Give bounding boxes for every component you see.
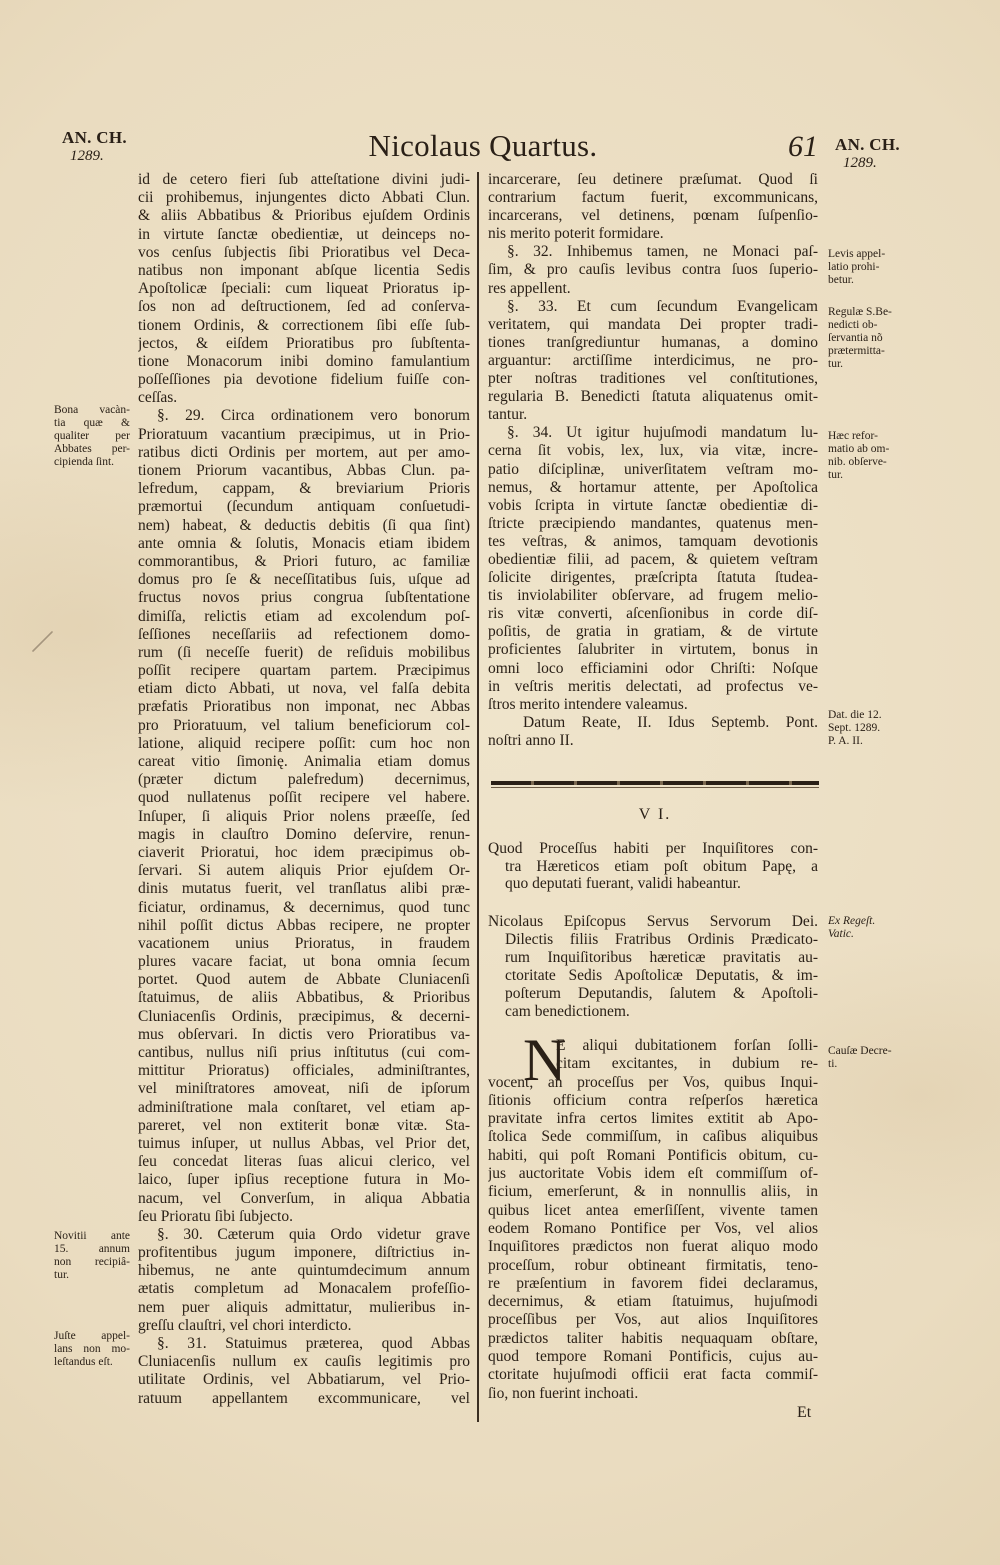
drop-cap: N (523, 1027, 567, 1093)
text-line: id de cetero fieri ſub atteſtatione divini judi- (138, 171, 470, 188)
text-line: tia quæ & (54, 417, 130, 429)
text-line: rum Inquiſitoribus hæreticæ pravitatis au- (505, 949, 818, 966)
text-line: ciaverit Prioratui, hoc idem præcipimus ob- (138, 843, 470, 861)
text-line: plures vacare faciat, ut bona omnia ſecum (138, 953, 470, 971)
section-30 (138, 1226, 470, 1335)
text-line: leſtandus eſt. (54, 1356, 113, 1368)
pencil-mark (30, 628, 56, 654)
text-line: tra Hæreticos etiam poſt obitum Papę, a (505, 857, 818, 875)
text-line: cerna ſit vobis, lex, lux, via vitæ, incre- (488, 442, 818, 460)
text-line: vel miniſtratores amoveat, niſi de ipſorum (138, 1080, 470, 1098)
section-34 (488, 424, 818, 714)
margin-note-right (828, 709, 906, 748)
text-line: præmortui (ſecundum antiquam conſuetudi- (138, 498, 470, 516)
text-line: etiam dicto Abbati, ut nova, vel falſa debita (138, 680, 470, 698)
text-line: Ex Regeſt. (828, 915, 876, 927)
text-line: Hæc refor- (828, 430, 878, 442)
text-line: proficientes ſalubriter in virtutem, bonus in (488, 641, 818, 659)
text-line: profitentibus jugum imponere, diſtrictius in- (138, 1244, 470, 1262)
document-salutation (488, 913, 818, 1021)
text-line: ſim, & pro cauſis levibus contra ſuos ſuperio- (488, 261, 818, 279)
text-line: tantur. (488, 406, 528, 424)
text-line: obedientiæ filii, ad pacem, & quietem veſtram (488, 550, 818, 568)
text-line: E aliqui dubitationem forſan ſolli- (556, 1037, 818, 1054)
text-line: dinis mutatus fuerit, vel tranſlatus alibi præ- (138, 880, 470, 898)
text-line: lans non mo- (54, 1343, 130, 1355)
dating-line (488, 714, 818, 750)
text-line: Levis appel- (828, 248, 886, 260)
document-body-text (488, 1074, 818, 1403)
text-line: quo deputati fuerant, validi habeantur. (505, 875, 741, 892)
text-line: rum (ſi neceſſe fuerit) de reſiduis mobilibus (138, 643, 470, 661)
section-32 (488, 243, 818, 297)
text-line: nacum, vel Converſum, in aliqua Abbatia (138, 1189, 470, 1207)
text-line: 15. annum (54, 1243, 130, 1255)
text-line: prædictos taliter habitis nequaquam obſtare, (488, 1329, 818, 1347)
text-line: ſtricte præcipiendo mandantes, quatenus men- (488, 514, 818, 532)
text-line: Datum Reate, II. Idus Septemb. Pont. (523, 713, 818, 731)
text-line: tur. (54, 1269, 70, 1281)
text-line: greſſu clauſtri, vel chori interdicto. (138, 1316, 352, 1334)
left-column (138, 171, 470, 1408)
text-line: Nicolaus Epiſcopus Servus Servorum Dei. (488, 913, 818, 930)
text-line: utilitate Ordinis, vel Abbatiarum, vel Prio- (138, 1371, 470, 1389)
margin-note-right (828, 915, 906, 941)
text-line: citam excitantes, in dubium re- (556, 1055, 818, 1073)
text-line: quod nullatenus poſſit recipere vel habere. (138, 789, 470, 807)
text-line: poſſit recipere quartam partem. Præcipimus (138, 662, 470, 680)
text-line: veritatem, qui mandata Dei propter tradi- (488, 315, 818, 333)
text-line: latione, aliquid recipere poſſit: cum hoc non (138, 734, 470, 752)
text-line: Cluniacenſis Ordinis, præcipimus, & decerni- (138, 1007, 470, 1025)
text-line: eodem Romano Pontifice per Vos, vel alios (488, 1219, 818, 1237)
margin-note-left (54, 404, 130, 469)
text-line: tiones tranſgrediuntur humanas, a domino (488, 333, 818, 351)
text-line: patio diſciplinæ, univerſitatem veſtram mo- (488, 460, 818, 478)
column-divider-rule (477, 172, 479, 1422)
text-line: Dilectis filiis Fratribus Ordinis Prædicato- (505, 931, 818, 948)
text-line: nihil poſſit dictus Abbas recipere, ne propter (138, 916, 470, 934)
text-line: poſſeſſiones pia devotione fidelium fuiſſe con- (138, 371, 470, 389)
text-line: tes veſtras, & animos, tamquam devotionis (488, 532, 818, 550)
text-line: ſolicite dirigentes, præſcripta ſtatuta ſtudea- (488, 569, 818, 587)
text-line: Inſuper, ſi aliquis Prior nolens præeſſe, ſed (138, 807, 470, 825)
text-line: §. 29. Circa ordinationem vero bonorum (157, 407, 470, 425)
text-line: in veſtris meritis delectati, ad profectus ve- (488, 677, 818, 695)
text-line: pter noſtras traditiones vel conſtitutiones, (488, 370, 818, 388)
text-line: magis in clauſtro Domino deſervire, renun- (138, 825, 470, 843)
text-line: præfatis Prioratibus non imponat, nec Abbas (138, 698, 470, 716)
text-line: in virtute ſanctæ obedientiæ, ut deinceps no- (138, 225, 470, 243)
section-33 (488, 298, 818, 425)
text-line: ſtatuimus, de aliis Abbatibus, & Prioribus (138, 989, 470, 1007)
text-line: jectos, & eiſdem Prioratibus pro ſubſtenta- (138, 334, 470, 352)
text-line: contrarium factum fuerit, excommunicans, (488, 189, 818, 207)
text-line: omni loco efficiamini odor Chriſti: Noſque (488, 659, 818, 677)
text-line: Bona vacàn- (54, 404, 130, 416)
text-line: vobis ſcripta in virtute ſanctæ obedientiæ di- (488, 496, 818, 514)
text-line: ſitionis officium contra reſperſos hæretica (488, 1091, 818, 1109)
document-number: V I. (638, 806, 672, 823)
text-line: ſeu concedat literas ſuas alicui clerico, vel (138, 1153, 470, 1171)
text-line: Dat. die 12. (828, 709, 882, 721)
text-line: tur. (828, 469, 844, 481)
year-left: 1289. (70, 148, 104, 164)
continued-paragraph (138, 171, 470, 407)
text-line: ante omnia & ſolutis, Monacis etiam ibidem (138, 534, 470, 552)
text-line: nem) habeat, & deductis debitis (ſi qua ſint) (138, 516, 470, 534)
text-line: res appellent. (488, 279, 571, 297)
text-line: decernimus, & etiam ſtatuimus, hujuſmodi (488, 1293, 818, 1311)
text-line: ſos non ad deſtructionem, ſed ad conſerva- (138, 298, 470, 316)
text-line: adminiſtratione mala conſtaret, vel etiam ap- (138, 1098, 470, 1116)
text-line: careat vitio ſimonię. Animalia etiam domus (138, 753, 470, 770)
text-line: vocent, an proceſſus per Vos, quibus Inqui- (488, 1073, 818, 1091)
text-line: latio prohi- (828, 261, 880, 273)
text-line: natibus non imponant abſque licentia Sedis (138, 261, 470, 279)
text-line: nedicti ob- (828, 319, 878, 331)
year-label-left: AN. CH. (62, 128, 127, 147)
text-line: regularia B. Benedicti ſtatuta aliquatenus omit- (488, 388, 818, 406)
text-line: ctoritate hujuſmodi officii erat facta commiſ- (488, 1366, 818, 1384)
text-line: Juſte appel- (54, 1330, 130, 1342)
text-line: §. 31. Statuimus præterea, quod Abbas (157, 1335, 470, 1352)
section-31 (138, 1335, 470, 1408)
text-line: Apoſtolicæ ſpeciali: cum liqueat Prioratus ip- (138, 280, 470, 298)
text-line: re præſentium in favorem fidei declaramus, (488, 1274, 818, 1292)
margin-note-right (828, 1045, 906, 1071)
text-line: qualiter per (54, 430, 130, 442)
text-line: habiti, qui poſt Romani Pontificis obitum, cu- (488, 1146, 818, 1164)
text-line: ſervari. Si autem aliquis Prior ejuſdem Or- (138, 862, 470, 880)
text-line: laico, ſuper ipſius receptione futura in Mo- (138, 1171, 470, 1189)
text-line: mittitur Prioratus) officiales, adminiſtrantes, (138, 1062, 470, 1080)
text-line: ſeu Prioratu ſibi ſubjecto. (138, 1207, 293, 1225)
text-line: Regulæ S.Be- (828, 306, 892, 318)
text-line: ratibus dicti Ordinis per mortem, aut per amo- (138, 443, 470, 461)
text-line: ætatis completum ad Monacalem profeſſio- (138, 1280, 470, 1298)
text-line: §. 34. Ut igitur hujuſmodi mandatum lu- (507, 424, 818, 442)
right-column (488, 171, 818, 750)
text-line: & aliis Abbatibus & Prioribus ejuſdem Ordinis (138, 207, 470, 225)
text-line: ctoritate Sedis Apoſtolicæ Deputatis, & im- (505, 967, 818, 984)
text-line: tionem Ordinis, & correctionem ſibi eſſe ſub- (138, 316, 470, 334)
text-line: Quod Proceſſus habiti per Inquiſitores con- (488, 840, 818, 857)
text-line: ris vitæ converti, aſcenſionibus in corde diſ- (488, 605, 818, 623)
text-line: quibus licet antea emerſiſſent, vivente tamen (488, 1201, 818, 1219)
text-line: Abbates per- (54, 443, 130, 455)
text-line: nib. obſerve- (828, 456, 887, 468)
text-line: domus pro ſe & neceſſitatibus ſuis, uſque ad (138, 571, 470, 589)
text-line: cantibus, nullus niſi prius inſtitutus (cui com- (138, 1044, 470, 1061)
text-line: ſio, non fuerint inchoati. (488, 1384, 639, 1402)
text-line: Inquiſitores prædictos non fuerat aliquo modo (488, 1238, 818, 1256)
text-line: ſtolica Sede commiſſum, in caſibus aliquibus (488, 1128, 818, 1146)
text-line: nemus, & hortamur attente, per Apoſtolica (488, 478, 818, 496)
text-line: pro Prioratuum, vel talium beneficiorum col- (138, 716, 470, 734)
text-line: cipienda ſint. (54, 456, 115, 468)
text-line: (præter dictum palefredum) decernimus, (138, 771, 470, 789)
document-summary (488, 840, 818, 893)
text-line: §. 33. Et cum ſecundum Evangelicam (507, 297, 818, 315)
margin-note-left (54, 1230, 130, 1282)
text-line: Vatic. (828, 928, 854, 940)
text-line: cii prohibemus, injungentes dicto Abbati Clun. (138, 189, 470, 207)
text-line: pravitate infra certos limites extitit ab Apo- (488, 1110, 818, 1128)
document-separator-rule (491, 781, 819, 785)
text-line: tuimus inſuper, ut nullus Abbas, vel Prior det, (138, 1134, 470, 1152)
text-line: betur. (828, 274, 854, 286)
text-line: incarcerans, vel detinens, pœnam ſuſpenſio- (488, 207, 818, 225)
document-body (488, 1037, 818, 1403)
text-line: proceſſum, robur obtineant firmitatis, teno- (488, 1256, 818, 1274)
text-line: vacationem unius Prioratus, in fraudem (138, 934, 470, 952)
text-line: quod tempore Romani Pontificis, cujus au- (488, 1348, 818, 1366)
text-line: poſterum Deputandis, ſalutem & Apoſtoli- (505, 985, 818, 1002)
text-line: arguantur: arctiſſime interdicimus, ne pro- (488, 351, 818, 369)
text-line: ratuum appellantem excommunicare, vel (138, 1389, 470, 1407)
text-line: ficiatur, ordinamus, & decernimus, quod tunc (138, 898, 470, 916)
text-line: §. 30. Cæterum quia Ordo videtur grave (157, 1225, 470, 1243)
text-line: Novitii ante (54, 1230, 130, 1242)
text-line: hibemus, ne ante quintumdecimum annum (138, 1262, 470, 1280)
text-line: non recipiâ- (54, 1256, 130, 1268)
text-line: proceſſibus per Vos, aut alios Inquiſitores (488, 1311, 818, 1329)
text-line: portet. Quod autem de Abbate Cluniacenſi (138, 971, 470, 989)
text-line: fructus novos prius congrua ſubſtentatione (138, 589, 470, 607)
text-line: P. A. II. (828, 735, 863, 747)
text-line: cam benedictionem. (505, 1003, 630, 1020)
section-29 (138, 407, 470, 1225)
text-line: matio ab om- (828, 443, 890, 455)
continued-paragraph (488, 171, 818, 243)
text-line: nem puer aliquis admittatur, mulieribus in- (138, 1298, 470, 1316)
text-line: vos cenſus ſubjectis ſibi Prioratibus vel Deca- (138, 243, 470, 261)
text-line: jus auctoritate Vobis idem eſt commiſſum of- (488, 1165, 818, 1183)
text-line: ſtros merito intendere valeamus. (488, 695, 688, 713)
margin-note-right (828, 248, 906, 287)
text-line: ſervantia nõ (828, 332, 883, 344)
text-line: nis merito poterit formidare. (488, 225, 664, 243)
year-right: 1289. (843, 155, 877, 171)
text-line: ficium, emerſerunt, & in nonnullis aliis, in (488, 1183, 818, 1201)
text-line: tione Monacorum inibi domino famulantium (138, 352, 470, 370)
text-line: tur. (828, 358, 844, 370)
text-line: ti. (828, 1058, 838, 1070)
text-line: ſeſſiones neceſſariis ad refectionem domo- (138, 625, 470, 643)
document-separator-rule-thin (491, 787, 819, 788)
text-line: incarcerare, ſeu detinere præſumat. Quod ſi (488, 171, 818, 188)
text-line: commorantibus, & Priori futuro, ac familiæ (138, 552, 470, 570)
text-line: tis inviolabiliter obſervare, ad frugem melio- (488, 587, 818, 605)
text-line: pareret, vel non extiterit bonæ vitæ. Sta- (138, 1116, 470, 1134)
catchword: Et (797, 1404, 812, 1421)
text-line: prætermitta- (828, 345, 885, 357)
text-line: Sept. 1289. (828, 722, 881, 734)
running-title: Nicolaus Quartus. (368, 128, 598, 163)
text-line: dimiſſa, relictis etiam ad excolendum poſ- (138, 607, 470, 625)
text-line: ceſſas. (138, 389, 178, 407)
margin-note-left (54, 1330, 130, 1369)
margin-note-right (828, 306, 906, 371)
page-number: 61 (788, 130, 818, 163)
year-label-right: AN. CH. (835, 135, 900, 154)
margin-note-right (828, 430, 906, 482)
text-line: poſitis, de gratia in gratiam, & de virtute (488, 623, 818, 641)
document-opening (488, 1037, 818, 1074)
text-line: §. 32. Inhibemus tamen, ne Monaci paſ- (507, 243, 818, 261)
text-line: tionem Priorum vacantibus, Abbas Clun. pa- (138, 462, 470, 479)
text-line: lefredum, cappam, & breviarium Prioris (138, 480, 470, 498)
text-line: Cluniacenſis nullum ex cauſis legitimis pro (138, 1353, 470, 1371)
text-line: Cauſæ Decre- (828, 1045, 892, 1057)
text-line: Prioratuum vacantium præcipimus, ut in Prio- (138, 425, 470, 443)
text-line: noſtri anno II. (488, 731, 574, 749)
text-line: mus obſervari. In dictis vero Prioratibus va- (138, 1025, 470, 1043)
